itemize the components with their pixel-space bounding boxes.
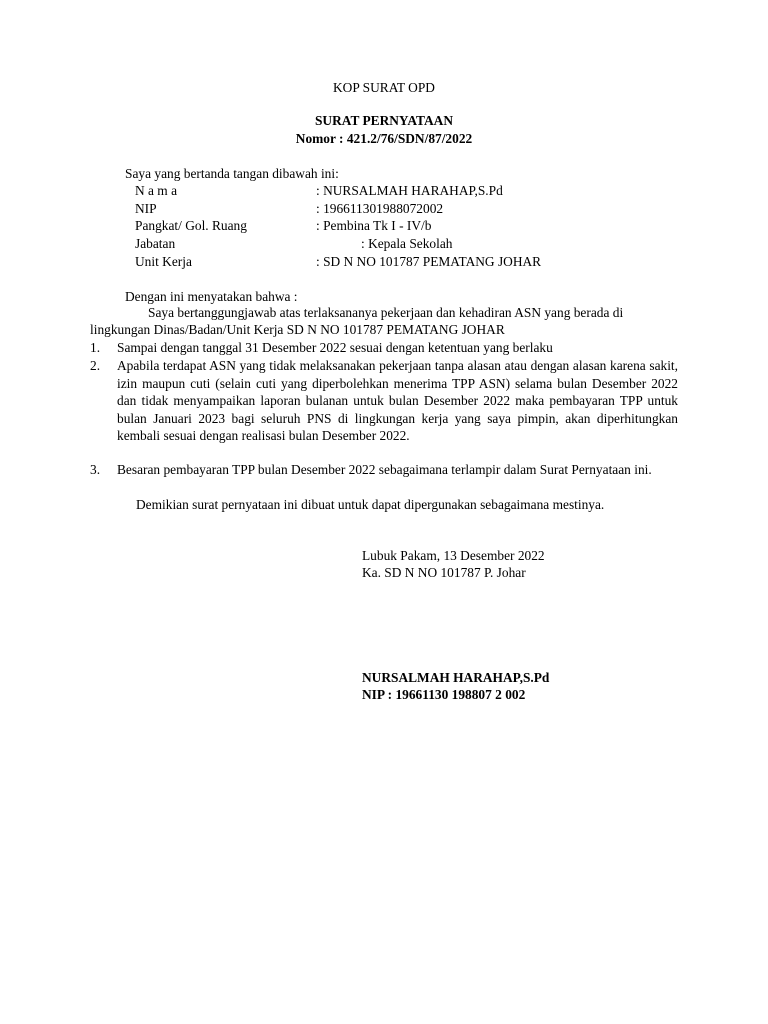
statement-intro: Dengan ini menyatakan bahwa :: [125, 289, 298, 304]
field-label: N a m a: [135, 183, 178, 198]
field-label: Jabatan: [135, 236, 176, 251]
signature-nip: NIP : 19661130 198807 2 002: [362, 687, 526, 702]
field-value: : Pembina Tk I - IV/b: [316, 218, 432, 233]
list-number: 3.: [90, 462, 101, 477]
list-text: Apabila terdapat ASN yang tidak melaksanakan pekerjaan tanpa alasan atau dengan alasan karena sakit, izin maupun cuti (selain cuti yang diperbolehkan menerima TPP ASN) selama bulan Desember 2022 dan tidak menyampaikan laporan bulanan untuk bulan Desember 2022 maka pembayaran TPP untuk bulan Januari 2023 bagi seluruh PNS di lingkungan kerja yang saya pimpin, akan diperhitungkan kembali sesuai dengan realisasi bulan Desember 2022.: [117, 358, 678, 443]
statement-line-2: lingkungan Dinas/Badan/Unit Kerja SD N NO 101787 PEMATANG JOHAR: [90, 322, 505, 337]
field-value: : Kepala Sekolah: [361, 236, 453, 251]
field-row-nama: [135, 182, 695, 200]
intro-text: Saya yang bertanda tangan dibawah ini:: [125, 166, 339, 181]
closing-text: Demikian surat pernyataan ini dibuat untuk dapat dipergunakan sebagaimana mestinya.: [136, 497, 605, 512]
field-row-pangkat: [135, 217, 695, 235]
list-number: 1.: [90, 340, 101, 355]
statement-line-1: Saya bertanggungjawab atas terlaksananya pekerjaan dan kehadiran ASN yang berada di: [148, 305, 624, 320]
list-text: Sampai dengan tanggal 31 Desember 2022 sesuai dengan ketentuan yang berlaku: [117, 340, 553, 355]
signature-name: NURSALMAH HARAHAP,S.Pd: [362, 670, 550, 685]
letterhead-placeholder: KOP SURAT OPD: [333, 80, 435, 95]
field-value: : SD N NO 101787 PEMATANG JOHAR: [316, 254, 542, 269]
field-row-jabatan: [135, 235, 695, 253]
signature-position: Ka. SD N NO 101787 P. Johar: [362, 565, 526, 580]
list-number: 2.: [90, 358, 101, 373]
field-label: Pangkat/ Gol. Ruang: [135, 218, 247, 233]
field-row-unit-kerja: [135, 253, 695, 271]
document-number: Nomor : 421.2/76/SDN/87/2022: [295, 131, 473, 146]
field-label: NIP: [135, 201, 157, 216]
document-title: SURAT PERNYATAAN: [314, 113, 454, 128]
list-text: Besaran pembayaran TPP bulan Desember 2022 sebagaimana terlampir dalam Surat Pernyataan ini.: [117, 462, 652, 477]
field-label: Unit Kerja: [135, 254, 192, 269]
field-value: : 196611301988072002: [316, 201, 444, 216]
signature-place-date: Lubuk Pakam, 13 Desember 2022: [362, 548, 545, 563]
field-row-nip: [135, 200, 695, 218]
field-value: : NURSALMAH HARAHAP,S.Pd: [316, 183, 503, 198]
